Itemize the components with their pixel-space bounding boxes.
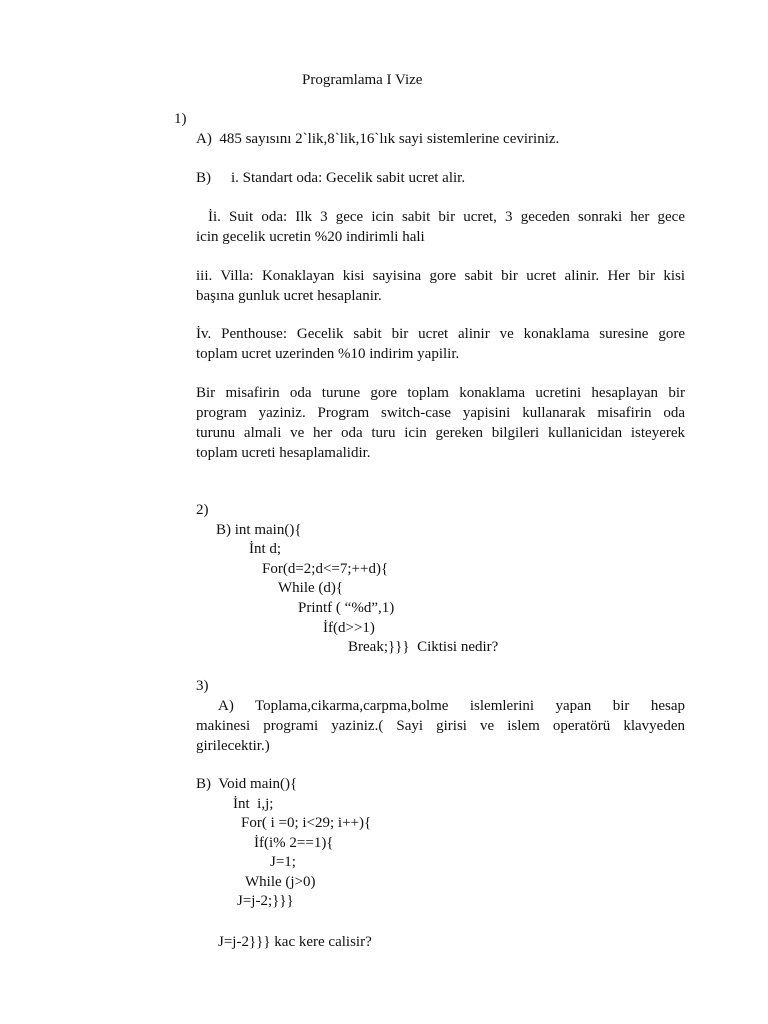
question-3a-line-1: A) Toplama,cikarma,carpma,bolme islemlerini yapan bir hesap <box>218 698 685 714</box>
question-3b-question: J=j-2}}} kac kere calisir? <box>218 934 372 950</box>
question-3b-code-line: While (j>0) <box>245 874 316 890</box>
question-2-code-line: B) int main(){ <box>216 522 302 538</box>
question-3a-line-3: girilecektir.) <box>196 738 270 754</box>
question-1b-item-i: i. Standart oda: Gecelik sabit ucret alir. <box>231 170 466 186</box>
question-3b-code-line: For( i =0; i<29; i++){ <box>241 815 372 831</box>
question-1b-item-ii-line-2: icin gecelik ucretin %20 indirimli hali <box>196 229 425 245</box>
question-3b-code-line: J=1; <box>270 854 296 870</box>
question-2-code-line: İf(d>>1) <box>323 620 375 636</box>
question-1-paragraph-line-4: toplam ucreti hesaplamalidir. <box>196 445 371 461</box>
question-1-paragraph-line-3: turunu almali ve her oda turu icin gereken bilgileri kullanicidan isteyerek <box>196 425 685 441</box>
question-3-number: 3) <box>196 678 209 694</box>
question-1-paragraph-line-2: program yaziniz. Program switch-case yapisini kullanarak misafirin oda <box>196 405 685 421</box>
question-1b-item-iv-line-1: İv. Penthouse: Gecelik sabit bir ucret alinir ve konaklama suresine gore <box>196 326 685 342</box>
question-3b-code-line: J=j-2;}}} <box>237 893 294 909</box>
document-title: Programlama I Vize <box>302 72 423 88</box>
question-2-code-line: İnt d; <box>249 541 282 557</box>
question-1b-item-iii-line-1: iii. Villa: Konaklayan kisi sayisina gore sabit bir ucret alinir. Her bir kisi <box>196 268 685 284</box>
question-1b-item-iii-line-2: başına gunluk ucret hesaplanir. <box>196 288 382 304</box>
question-3a-line-2: makinesi programi yaziniz.( Sayi girisi ve islem operatörü klavyeden <box>196 718 685 734</box>
question-3b-code-line: İf(i% 2==1){ <box>254 835 334 851</box>
question-1-number: 1) <box>174 111 187 127</box>
question-2-number: 2) <box>196 502 209 518</box>
question-1b-label: B) <box>196 170 211 186</box>
question-2-code-line: Break;}}} Ciktisi nedir? <box>348 639 499 655</box>
question-1b-item-iv-line-2: toplam ucret uzerinden %10 indirim yapilir. <box>196 346 460 362</box>
question-3b-code-line: B) Void main(){ <box>196 776 298 792</box>
question-1b-item-ii-line-1: İi. Suit oda: Ilk 3 gece icin sabit bir ucret, 3 geceden sonraki her gece <box>208 209 685 225</box>
question-2-code-line: Printf ( “%d”,1) <box>298 600 395 616</box>
question-2-code-line: For(d=2;d<=7;++d){ <box>262 561 389 577</box>
question-3b-code-line: İnt i,j; <box>233 796 274 812</box>
question-1-paragraph-line-1: Bir misafirin oda turune gore toplam konaklama ucretini hesaplayan bir <box>196 385 685 401</box>
question-2-code-line: While (d){ <box>278 580 344 596</box>
question-1a-text: A) 485 sayısını 2`lik,8`lik,16`lık sayi sistemlerine ceviriniz. <box>196 131 560 147</box>
